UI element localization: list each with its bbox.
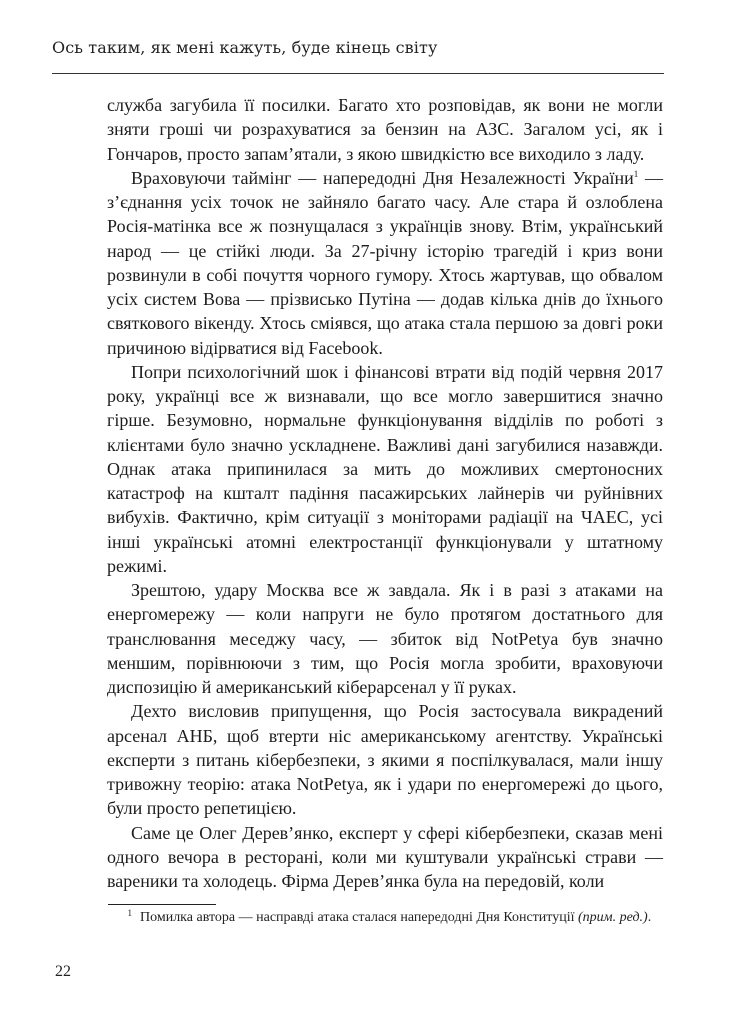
paragraph: Попри психологічний шок і фінансові втрати від подій червня 2017 року, українці все ж визнавали, що все могло завершитися значно гірше. Безумовно, нормальне функціонування відділів по роботі з клієнтами було значно ускладнене. Важливі дані загубилися назавжди. Однак атака припинилася за мить до можливих смертоносних катастроф на кшталт падіння пасажирських лайнерів чи руйнівних вибухів. Фактично, крім ситуації з моніторами радіації на ЧАЕС, усі інші українські атомні електростанції функціонували у штатному режимі. (107, 361, 663, 576)
paragraph: служба загубила її посилки. Багато хто розповідав, як вони не могли зняти гроші чи розрахуватися за бензин на АЗС. Загалом усі, як і Гончаров, просто запам’ятали, з якою швидкістю все виходило з ладу. (107, 95, 663, 164)
paragraph: Зрештою, удару Москва все ж завдала. Як і в разі з атаками на енергомережу — коли напруги не було протягом достатнього для транслювання меседжу часу, — збиток від NotPetya був значно меншим, порівнюючи з тим, що Росія могла зробити, враховуючи диспозицію й американський кіберарсенал у її руках. (107, 580, 663, 697)
paragraph-text: — з’єднання усіх точок не зайняло багато часу. Але стара й озлоблена Росія-матінка все ж познущалася з українців знову. Втім, український народ — це стійкі люди. За 27-річну історію трагедій і криз вони розвинули в собі почуття чорного гумору. Хтось жартував, що обвалом усіх систем Вова — прізвисько Путіна — додав кілька днів до їхнього святкового вікенду. Хтось сміявся, що атака стала першою за довгі роки причиною відірватися від Facebook. (107, 167, 663, 358)
footnote-rule (108, 904, 216, 905)
footnote-editor-note: (прим. ред.) (578, 910, 648, 925)
header-rule (52, 73, 664, 74)
paragraph-text: Враховуючи таймінг — напередодні Дня Незалежності України (131, 167, 634, 188)
running-head: Ось таким, як мені кажуть, буде кінець світу (52, 38, 438, 57)
footnote: 1 Помилка автора — насправді атака сталася напередодні Дня Конституції (прим. ред.). (127, 908, 652, 925)
footnote-reference[interactable]: 1 (633, 168, 639, 179)
footnote-text: Помилка автора — насправді атака сталася напередодні Дня Конституції (140, 910, 575, 925)
paragraph (107, 166, 663, 360)
body-text (107, 93, 663, 893)
paragraph: Дехто висловив припущення, що Росія застосувала викрадений арсенал АНБ, щоб втерти ніс американському агентству. Українські експерти з питань кібербезпеки, з якими я поспілкувалася, мали іншу тривожну теорію: атака NotPetya, як і удари по енергомережі до цього, були просто репетицією. (107, 701, 663, 819)
page-number: 22 (55, 963, 71, 980)
footnote-end: . (647, 910, 652, 925)
paragraph: Саме це Олег Дерев’янко, експерт у сфері кібербезпеки, сказав мені одного вечора в ресторані, коли ми куштували українські страви — вареники та холодець. Фірма Дерев’янка була на передовій, коли (107, 822, 663, 891)
